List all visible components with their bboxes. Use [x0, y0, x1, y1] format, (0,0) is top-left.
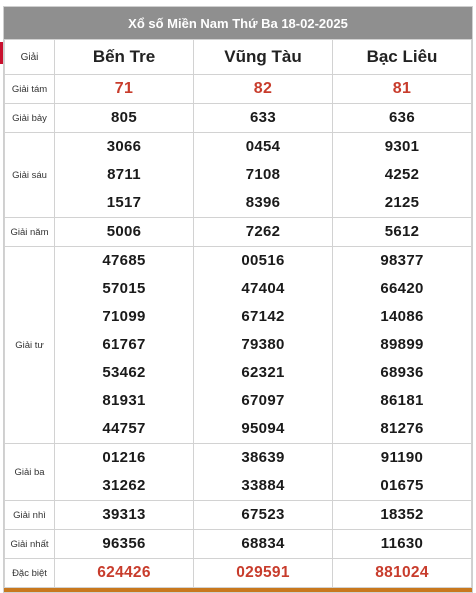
winning-number: 62321: [241, 364, 285, 381]
winning-number: 9301: [384, 138, 420, 155]
winning-number: 86181: [380, 392, 424, 409]
prize-label: Giải tư: [5, 247, 55, 444]
number-list: [194, 104, 332, 132]
winning-number: 4252: [384, 166, 420, 183]
winning-number: 71: [114, 80, 134, 97]
winning-number: 82: [253, 80, 273, 97]
province-header-vung-tau[interactable]: Vũng Tàu: [194, 40, 333, 75]
prize-cell-vung-tau: [194, 444, 333, 501]
number-list: [333, 530, 471, 558]
winning-number: 96356: [102, 535, 146, 552]
winning-number: 68834: [241, 535, 285, 552]
prize-cell-ben-tre: [55, 444, 194, 501]
prize-row-giai-nhi: [5, 501, 472, 530]
number-list: [55, 530, 193, 558]
winning-number: 5612: [384, 223, 420, 240]
prize-cell-vung-tau: [194, 75, 333, 104]
number-list: [333, 218, 471, 246]
number-list: [55, 501, 193, 529]
number-list: [194, 247, 332, 443]
winning-number: 57015: [102, 280, 146, 297]
prize-cell-vung-tau: [194, 133, 333, 218]
prize-cell-bac-lieu: [333, 559, 472, 588]
winning-number: 636: [389, 109, 415, 126]
number-list: [194, 75, 332, 103]
number-list: [333, 444, 471, 500]
winning-number: 81: [392, 80, 412, 97]
winning-number: 91190: [380, 449, 424, 466]
winning-number: 67523: [241, 506, 285, 523]
prize-cell-ben-tre: [55, 133, 194, 218]
prize-label: Giải bảy: [5, 104, 55, 133]
province-header-ben-tre[interactable]: Bến Tre: [55, 40, 194, 75]
prize-label: Giải nhất: [5, 530, 55, 559]
winning-number: 1517: [106, 194, 142, 211]
prize-column-header: Giải: [5, 40, 55, 75]
winning-number: 18352: [380, 506, 424, 523]
prize-row-giai-nhat: [5, 530, 472, 559]
number-list: [194, 530, 332, 558]
number-list: [333, 559, 471, 587]
winning-number: 8396: [245, 194, 281, 211]
prize-label: Giải tám: [5, 75, 55, 104]
winning-number: 95094: [241, 420, 285, 437]
winning-number: 68936: [380, 364, 424, 381]
winning-number: 66420: [380, 280, 424, 297]
number-list: [55, 559, 193, 587]
number-list: [194, 501, 332, 529]
prize-label: Giải nhì: [5, 501, 55, 530]
winning-number: 7262: [245, 223, 281, 240]
winning-number: 81931: [102, 392, 146, 409]
winning-number: 5006: [106, 223, 142, 240]
winning-number: 3066: [106, 138, 142, 155]
winning-number: 029591: [236, 564, 290, 581]
header-row: [5, 40, 472, 75]
winning-number: 00516: [241, 252, 285, 269]
winning-number: 67097: [241, 392, 285, 409]
winning-number: 805: [111, 109, 137, 126]
results-title: Xổ số Miền Nam Thứ Ba 18-02-2025: [4, 7, 472, 39]
prize-cell-ben-tre: [55, 104, 194, 133]
prize-cell-vung-tau: [194, 530, 333, 559]
prize-row-giai-tu: [5, 247, 472, 444]
prize-cell-bac-lieu: [333, 218, 472, 247]
number-list: [194, 559, 332, 587]
prize-cell-ben-tre: [55, 559, 194, 588]
number-list: [55, 104, 193, 132]
prize-cell-ben-tre: [55, 75, 194, 104]
prize-cell-vung-tau: [194, 247, 333, 444]
winning-number: 2125: [384, 194, 420, 211]
winning-number: 67142: [241, 308, 285, 325]
number-list: [333, 104, 471, 132]
winning-number: 89899: [380, 336, 424, 353]
prize-row-dac-biet: [5, 559, 472, 588]
province-header-bac-lieu[interactable]: Bạc Liêu: [333, 40, 472, 75]
winning-number: 33884: [241, 477, 285, 494]
winning-number: 71099: [102, 308, 146, 325]
winning-number: 39313: [102, 506, 146, 523]
winning-number: 44757: [102, 420, 146, 437]
prize-label: Đặc biệt: [5, 559, 55, 588]
winning-number: 31262: [102, 477, 146, 494]
number-list: [333, 501, 471, 529]
number-list: [55, 247, 193, 443]
prize-cell-bac-lieu: [333, 247, 472, 444]
prize-cell-vung-tau: [194, 218, 333, 247]
prize-label: Giải ba: [5, 444, 55, 501]
winning-number: 98377: [380, 252, 424, 269]
prize-cell-bac-lieu: [333, 530, 472, 559]
winning-number: 881024: [375, 564, 429, 581]
winning-number: 01216: [102, 449, 146, 466]
prize-cell-ben-tre: [55, 530, 194, 559]
prize-row-giai-nam: [5, 218, 472, 247]
prize-cell-ben-tre: [55, 247, 194, 444]
winning-number: 81276: [380, 420, 424, 437]
number-list: [55, 75, 193, 103]
prize-cell-vung-tau: [194, 501, 333, 530]
number-list: [55, 133, 193, 217]
winning-number: 7108: [245, 166, 281, 183]
prize-label: Giải năm: [5, 218, 55, 247]
winning-number: 624426: [97, 564, 151, 581]
prize-cell-bac-lieu: [333, 75, 472, 104]
number-list: [333, 133, 471, 217]
prize-label: Giải sáu: [5, 133, 55, 218]
prize-cell-ben-tre: [55, 218, 194, 247]
prize-row-giai-ba: [5, 444, 472, 501]
winning-number: 0454: [245, 138, 281, 155]
number-list: [194, 133, 332, 217]
prize-cell-bac-lieu: [333, 444, 472, 501]
winning-number: 53462: [102, 364, 146, 381]
winning-number: 61767: [102, 336, 146, 353]
winning-number: 14086: [380, 308, 424, 325]
number-list: [55, 218, 193, 246]
prize-row-giai-sau: [5, 133, 472, 218]
winning-number: 8711: [107, 166, 141, 183]
bottom-accent-bar: [4, 588, 472, 592]
prize-rows: [5, 75, 472, 588]
number-list: [333, 247, 471, 443]
winning-number: 38639: [241, 449, 285, 466]
winning-number: 633: [250, 109, 276, 126]
prize-cell-ben-tre: [55, 501, 194, 530]
winning-number: 47685: [102, 252, 146, 269]
number-list: [55, 444, 193, 500]
winning-number: 01675: [380, 477, 424, 494]
winning-number: 47404: [241, 280, 285, 297]
prize-cell-vung-tau: [194, 559, 333, 588]
winning-number: 11630: [380, 535, 424, 552]
prize-row-giai-tam: [5, 75, 472, 104]
number-list: [194, 218, 332, 246]
prize-cell-vung-tau: [194, 104, 333, 133]
prize-cell-bac-lieu: [333, 104, 472, 133]
results-table: [4, 39, 472, 588]
lottery-results-panel: [3, 6, 473, 593]
prize-row-giai-bay: [5, 104, 472, 133]
prize-cell-bac-lieu: [333, 133, 472, 218]
winning-number: 79380: [241, 336, 285, 353]
number-list: [333, 75, 471, 103]
number-list: [194, 444, 332, 500]
prize-cell-bac-lieu: [333, 501, 472, 530]
